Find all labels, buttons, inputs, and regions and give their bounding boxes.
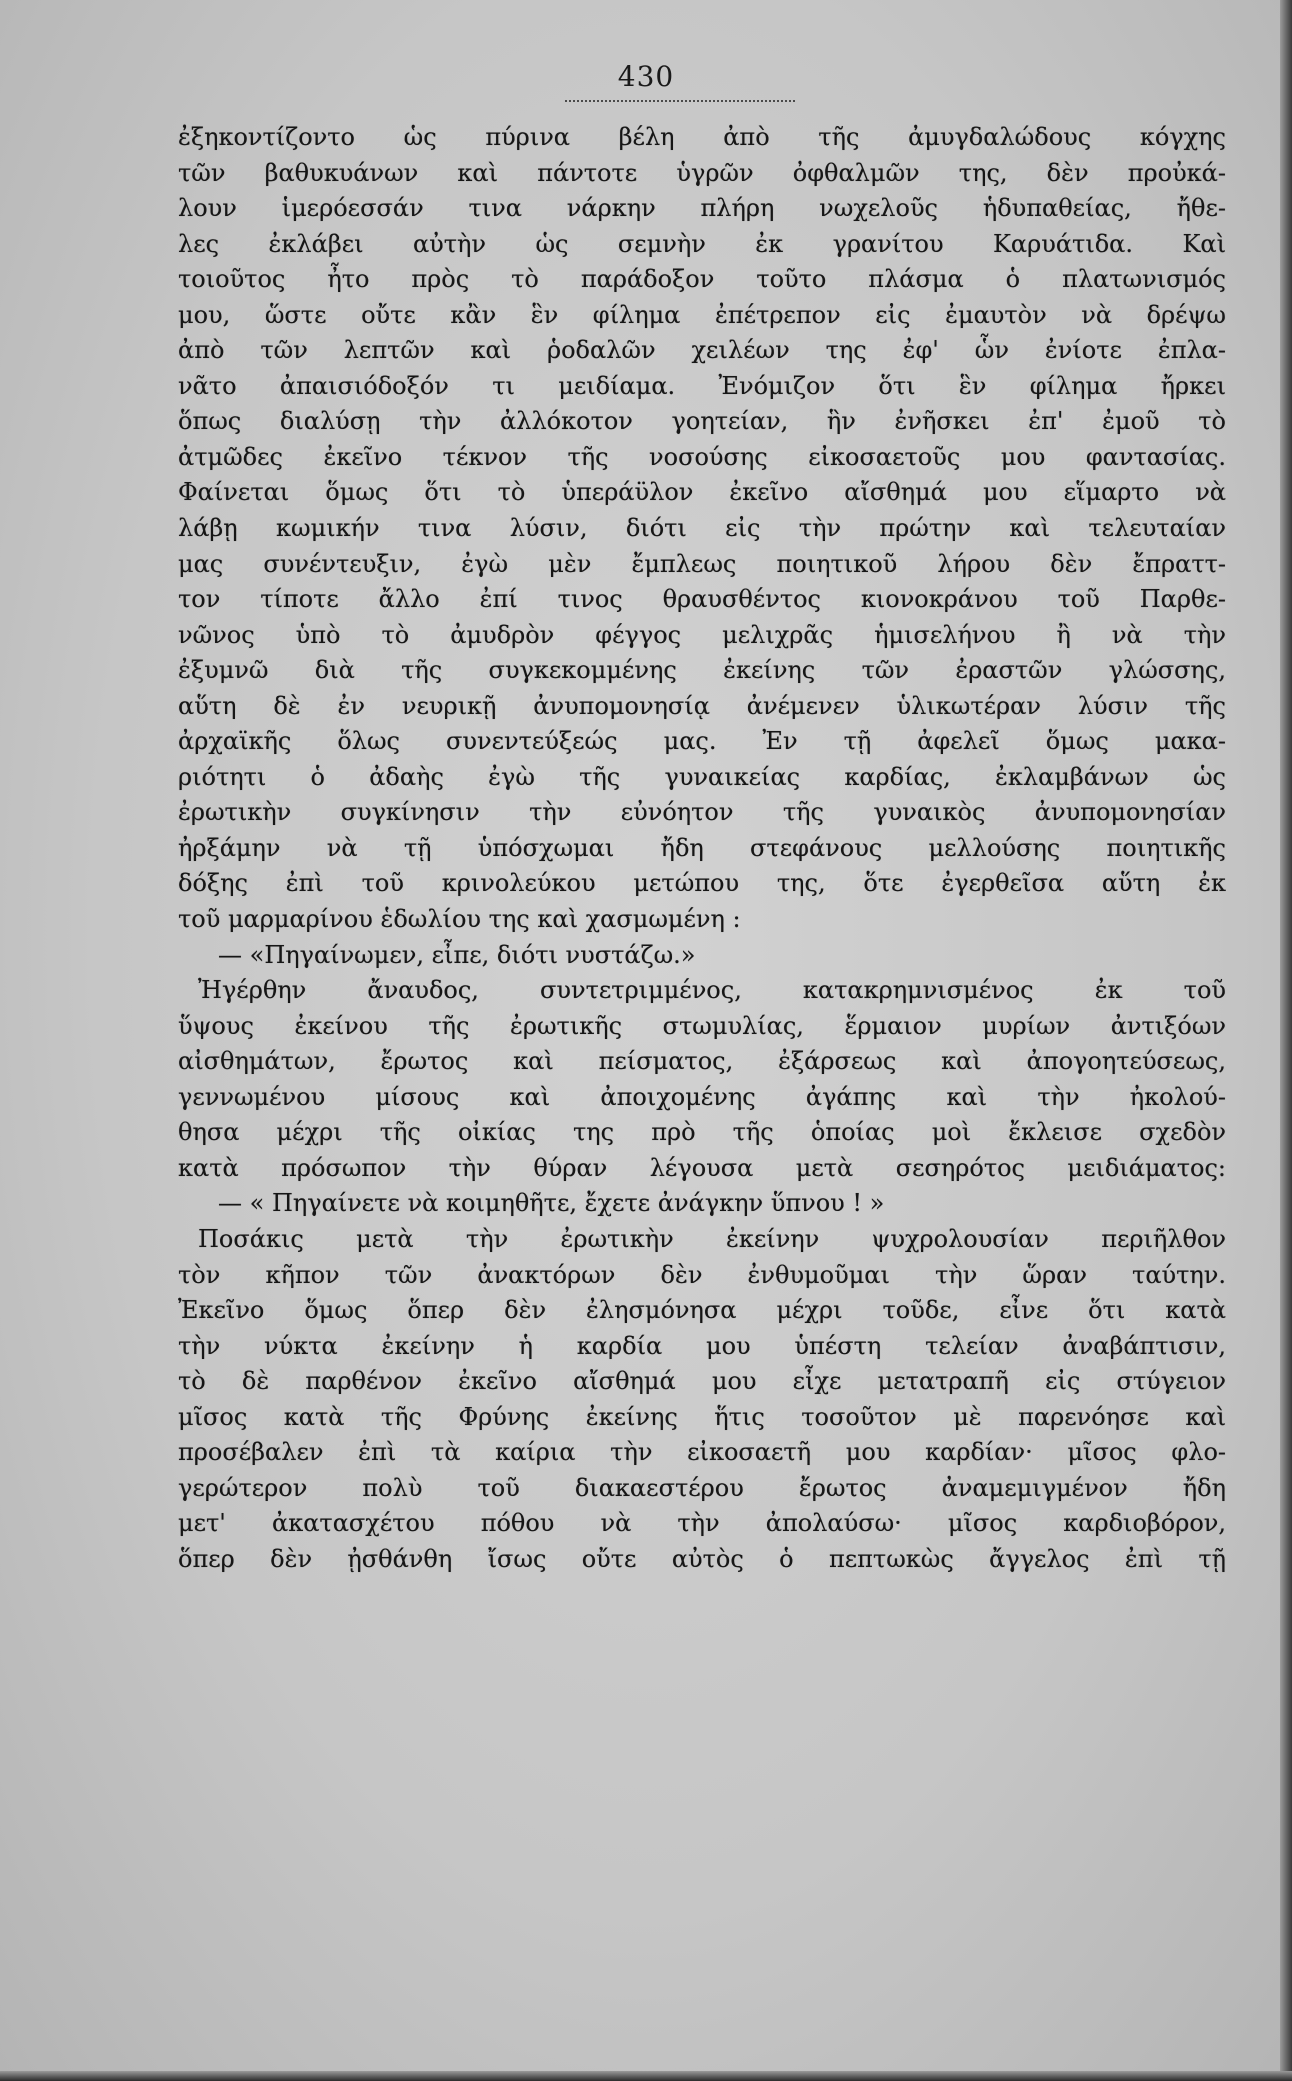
text-line: μας συνέντευξιν, ἐγὼ μὲν ἔμπλεως ποιητικοῦ λήρου δὲν ἔπραττ- [178, 549, 1226, 578]
text-line: κατὰ πρόσωπον τὴν θύραν λέγουσα μετὰ σεσηρότος μειδιάματος: [178, 1153, 1226, 1182]
text-line: Ἠγέρθην ἄναυδος, συντετριμμένος, κατακρημνισμένος ἐκ τοῦ [198, 976, 1226, 1005]
text-line: ἐξυμνῶ διὰ τῆς συγκεκομμένης ἐκείνης τῶν ἐραστῶν γλώσσης, [178, 656, 1226, 685]
text-line: νᾶτο ἀπαισιόδοξόν τι μειδίαμα. Ἐνόμιζον ὅτι ἓν φίλημα ἤρκει [178, 371, 1226, 400]
text-line: τοῦ μαρμαρίνου ἑδωλίου της καὶ χασμωμένη : [178, 905, 741, 934]
text-line: τὸ δὲ παρθένον ἐκεῖνο αἴσθημά μου εἶχε μετατραπῆ εἰς στύγειον [178, 1367, 1226, 1396]
text-line: ἠρξάμην νὰ τῇ ὑπόσχωμαι ἤδη στεφάνους μελλούσης ποιητικῆς [178, 833, 1226, 862]
text-line: λάβῃ κωμικήν τινα λύσιν, διότι εἰς τὴν πρώτην καὶ τελευταίαν [178, 514, 1226, 543]
text-line: μετ' ἀκατασχέτου πόθου νὰ τὴν ἀπολαύσω· μῖσος καρδιοβόρον, [178, 1509, 1226, 1538]
text-line: θησα μέχρι τῆς οἰκίας της πρὸ τῆς ὁποίας μοὶ ἔκλεισε σχεδὸν [178, 1118, 1226, 1147]
text-line: ἐξηκοντίζοντο ὡς πύρινα βέλη ἀπὸ τῆς ἀμυγδαλώδους κόγχης [178, 123, 1226, 151]
text-line: ὅπερ δὲν ᾐσθάνθη ἴσως οὔτε αὐτὸς ὁ πεπτωκὼς ἄγγελος ἐπὶ τῇ [178, 1544, 1226, 1573]
text-line: ἀπὸ τῶν λεπτῶν καὶ ῥοδαλῶν χειλέων της ἐφ' ὧν ἐνίοτε ἐπλα- [178, 336, 1226, 365]
text-line: Ἐκεῖνο ὅμως ὅπερ δὲν ἐλησμόνησα μέχρι τοῦδε, εἶνε ὅτι κατὰ [178, 1296, 1226, 1325]
text-line: ὕψους ἐκείνου τῆς ἐρωτικῆς στωμυλίας, ἕρμαιον μυρίων ἀντιξόων [178, 1011, 1226, 1040]
text-line: νῶνος ὑπὸ τὸ ἀμυδρὸν φέγγος μελιχρᾶς ἡμισελήνου ἢ νὰ τὴν [178, 620, 1226, 649]
text-line: Ποσάκις μετὰ τὴν ἐρωτικὴν ἐκείνην ψυχρολουσίαν περιῆλθον [198, 1224, 1226, 1253]
text-line-dialogue: — «Πηγαίνωμεν, εἶπε, διότι νυστάζω.» [218, 940, 696, 969]
text-line: λες ἐκλάβει αὐτὴν ὡς σεμνὴν ἐκ γρανίτου Καρυάτιδα. Καὶ [178, 229, 1226, 258]
text-line: τὸν κῆπον τῶν ἀνακτόρων δὲν ἐνθυμοῦμαι τὴν ὥραν ταύτην. [178, 1260, 1226, 1289]
text-line: τοιοῦτος ἦτο πρὸς τὸ παράδοξον τοῦτο πλάσμα ὁ πλατωνισμός [178, 265, 1226, 294]
text-line: τον τίποτε ἄλλο ἐπί τινος θραυσθέντος κιονοκράνου τοῦ Παρθε- [178, 585, 1226, 614]
text-line: ἐρωτικὴν συγκίνησιν τὴν εὐνόητον τῆς γυναικὸς ἀνυπομονησίαν [178, 798, 1226, 827]
text-line: ἀτμῶδες ἐκεῖνο τέκνον τῆς νοσούσης εἰκοσαετοῦς μου φαντασίας. [178, 442, 1226, 471]
text-line: αὕτη δὲ ἐν νευρικῇ ἀνυπομονησίᾳ ἀνέμενεν ὑλικωτέραν λύσιν τῆς [178, 691, 1226, 720]
text-line: μῖσος κατὰ τῆς Φρύνης ἐκείνης ἥτις τοσοῦτον μὲ παρενόησε καὶ [178, 1402, 1226, 1431]
text-line: λουν ἱμερόεσσάν τινα νάρκην πλήρη νωχελοῦς ἡδυπαθείας, ἤθε- [178, 194, 1226, 223]
text-line: δόξης ἐπὶ τοῦ κρινολεύκου μετώπου της, ὅτε ἐγερθεῖσα αὕτη ἐκ [178, 869, 1226, 898]
text-line: αἰσθημάτων, ἔρωτος καὶ πείσματος, ἐξάρσεως καὶ ἀπογοητεύσεως, [178, 1047, 1226, 1076]
text-line: τὴν νύκτα ἐκείνην ἡ καρδία μου ὑπέστη τελείαν ἀναβάπτισιν, [178, 1331, 1226, 1360]
text-line: Φαίνεται ὅμως ὅτι τὸ ὑπεράϋλον ἐκεῖνο αἴσθημά μου εἵμαρτο νὰ [178, 478, 1226, 507]
text-line: ἀρχαϊκῆς ὅλως συνεντεύξεώς μας. Ἐν τῇ ἀφελεῖ ὅμως μακα- [178, 727, 1226, 756]
body-text [178, 120, 1226, 1577]
page-edge-shadow-right [1280, 0, 1292, 2081]
page-number-rule [565, 100, 795, 102]
text-line: γερώτερον πολὺ τοῦ διακαεστέρου ἔρωτος ἀναμεμιγμένον ἤδη [178, 1473, 1226, 1502]
text-line: ριότητι ὁ ἀδαὴς ἐγὼ τῆς γυναικείας καρδίας, ἐκλαμβάνων ὡς [178, 762, 1226, 791]
text-line: προσέβαλεν ἐπὶ τὰ καίρια τὴν εἰκοσαετῆ μου καρδίαν· μῖσος φλο- [178, 1438, 1226, 1467]
text-line: μου, ὥστε οὔτε κἂν ἓν φίλημα ἐπέτρεπον εἰς ἐμαυτὸν νὰ δρέψω [178, 300, 1226, 329]
text-line: ὅπως διαλύσῃ τὴν ἀλλόκοτον γοητείαν, ἣν ἐνῆσκει ἐπ' ἐμοῦ τὸ [178, 407, 1226, 436]
page-number: 430 [617, 60, 675, 93]
text-line: γεννωμένου μίσους καὶ ἀποιχομένης ἀγάπης καὶ τὴν ἠκολού- [178, 1082, 1226, 1111]
text-line-dialogue: — « Πηγαίνετε νὰ κοιμηθῆτε, ἔχετε ἀνάγκην ὕπνου ! » [218, 1189, 885, 1218]
page-edge-shadow-bottom [0, 2071, 1292, 2081]
text-line: τῶν βαθυκυάνων καὶ πάντοτε ὑγρῶν ὀφθαλμῶν της, δὲν προὐκά- [178, 158, 1226, 187]
